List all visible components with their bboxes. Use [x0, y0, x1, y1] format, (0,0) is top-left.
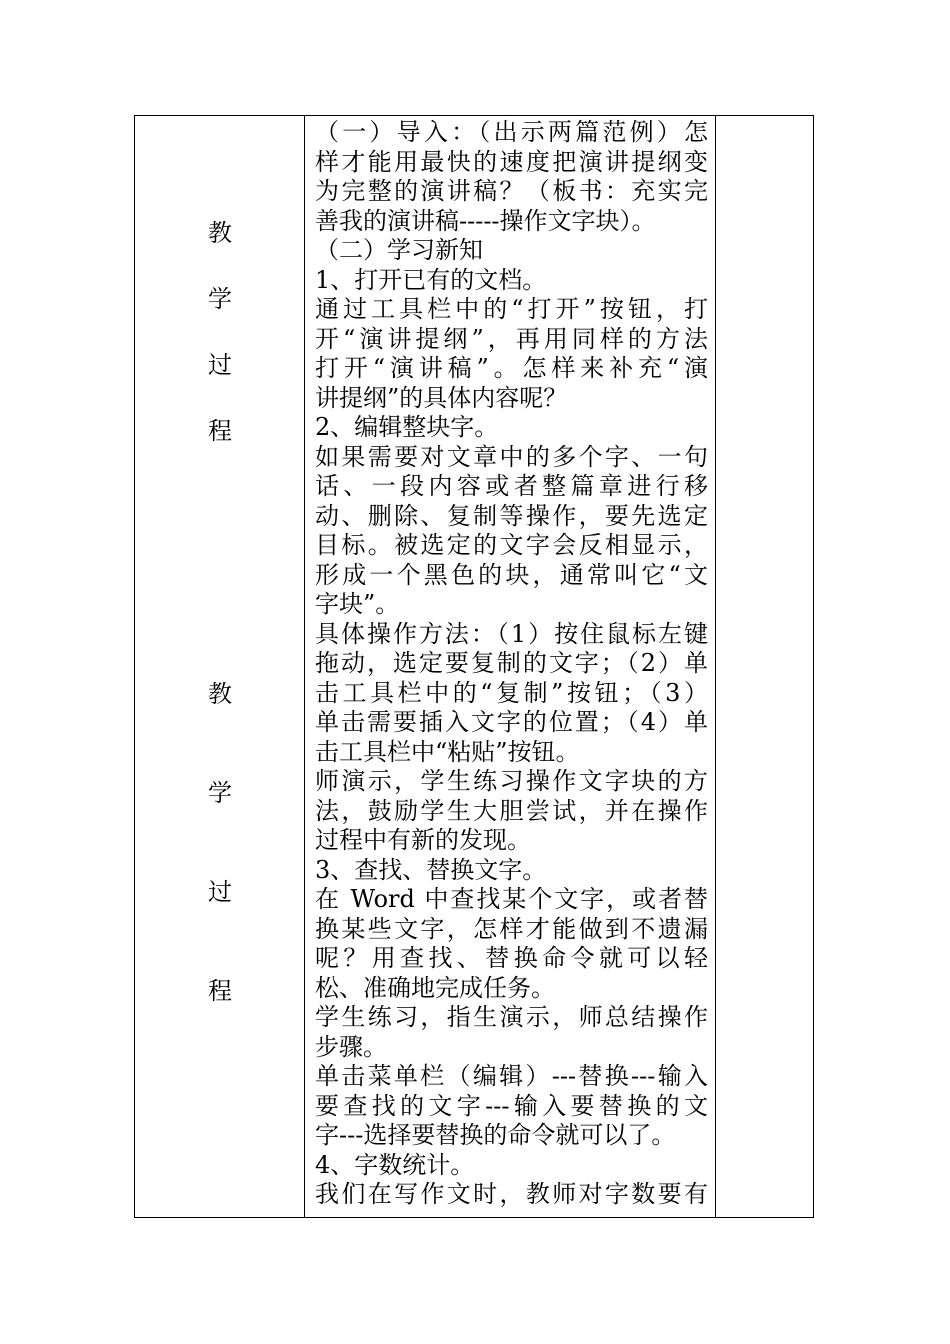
content-line: 击工具栏中“粘贴”按钮。 — [315, 737, 580, 766]
content-line: 要查找的文字---输入要替换的文 — [315, 1091, 708, 1120]
content-line: 击工具栏中的“复制”按钮；（3） — [315, 678, 708, 707]
content-line: （一）导入：（出示两篇范例）怎 — [315, 118, 708, 146]
section-label-char: 教 — [208, 219, 232, 247]
content-line: 我们在写作文时，教师对字数要有 — [315, 1180, 708, 1208]
content-line: 呢？用查找、替换命令就可以轻 — [315, 944, 708, 972]
content-line: 松、准确地完成任务。 — [315, 973, 555, 1002]
content-line: 拖动，选定要复制的文字；（2）单 — [315, 649, 708, 677]
content-line: 善我的演讲稿-----操作文字块）。 — [315, 206, 656, 235]
notes-column — [716, 116, 813, 1217]
content-line: 1、打开已有的文档。 — [315, 265, 547, 294]
content-line: 换某些文字，怎样才能做到不遗漏 — [315, 914, 708, 943]
content-line: 4、字数统计。 — [315, 1150, 475, 1179]
section-label-char: 程 — [208, 977, 232, 1005]
section-label-char: 过 — [208, 351, 232, 379]
section-label-column — [135, 116, 305, 1217]
content-line: 话、一段内容或者整篇章进行移 — [315, 472, 708, 500]
content-line: 字块”。 — [315, 590, 400, 618]
content-line: 2、编辑整块字。 — [315, 413, 499, 441]
content-line: 字---选择要替换的命令就可以了。 — [315, 1121, 676, 1149]
section-label-char: 学 — [208, 285, 232, 313]
content-line: 单击需要插入文字的位置；（4）单 — [315, 708, 708, 736]
content-line: 形成一个黑色的块，通常叫它“文 — [315, 560, 708, 589]
lesson-table — [134, 115, 814, 1218]
content-line: 动、删除、复制等操作，要先选定 — [315, 501, 708, 530]
content-line: 打开“演讲稿”。怎样来补充“演 — [315, 354, 708, 382]
content-line: 讲提纲”的具体内容呢？ — [315, 383, 568, 412]
content-line: 为完整的演讲稿？（板书：充实完 — [315, 177, 708, 205]
section-label-char: 教 — [208, 680, 232, 708]
content-line: 如果需要对文章中的多个字、一句 — [315, 442, 708, 471]
section-label-char: 学 — [208, 779, 232, 807]
content-line: 过程中有新的发现。 — [315, 826, 531, 854]
content-line: 具体操作方法：（1）按住鼠标左键 — [315, 619, 708, 648]
teaching-content-column — [305, 116, 716, 1217]
content-line: 法，鼓励学生大胆尝试，并在操作 — [315, 796, 708, 825]
content-line: 单击菜单栏（编辑）---替换---输入 — [315, 1062, 708, 1090]
content-line: 在 Word 中查找某个文字，或者替 — [315, 885, 708, 913]
content-line: 3、查找、替换文字。 — [315, 855, 547, 884]
content-line: （二）学习新知 — [315, 236, 483, 264]
content-line: 样才能用最快的速度把演讲提纲变 — [315, 147, 708, 176]
content-line: 师演示，学生练习操作文字块的方 — [315, 767, 708, 795]
content-line: 学生练习，指生演示，师总结操作 — [315, 1003, 708, 1031]
content-line: 通过工具栏中的“打开”按钮，打 — [315, 295, 708, 323]
content-line: 步骤。 — [315, 1032, 387, 1061]
section-label-char: 程 — [208, 417, 232, 445]
section-label-char: 过 — [208, 878, 232, 906]
content-line: 开“演讲提纲”，再用同样的方法 — [315, 324, 708, 353]
content-line: 目标。被选定的文字会反相显示， — [315, 531, 708, 559]
